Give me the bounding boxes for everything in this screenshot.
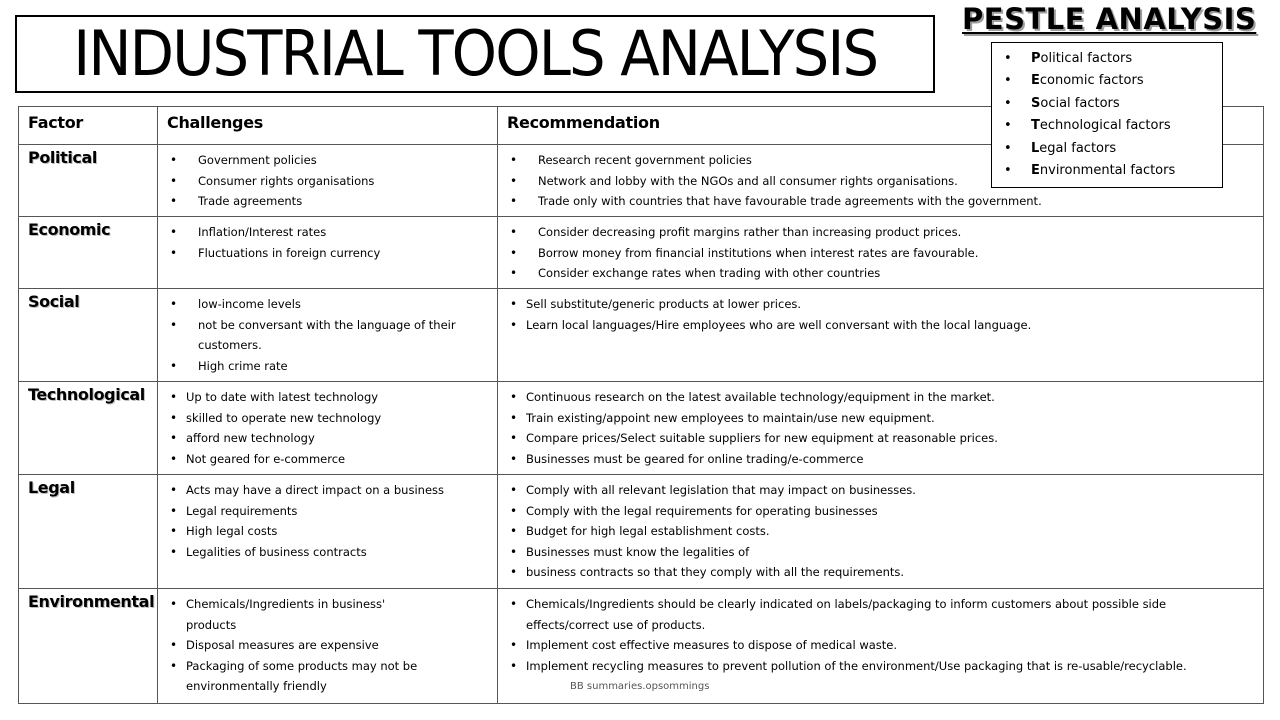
challenges-cell <box>158 475 498 589</box>
list-item: • Acts may have a direct impact on a business <box>168 480 493 501</box>
list-item: • Fluctuations in foreign currency <box>168 243 493 264</box>
list-item: • Trade only with countries that have favourable trade agreements with the government. <box>508 191 1259 212</box>
list-item <box>1002 93 1222 115</box>
pestle-legend-box <box>991 42 1223 188</box>
list-item: products <box>186 617 237 632</box>
factor-cell <box>19 475 158 589</box>
list-item: • Budget for high legal establishment costs. <box>508 521 1259 542</box>
list-item: • Inflation/Interest rates <box>168 222 493 243</box>
list-item: effects/correct use of products. <box>526 617 706 632</box>
list-item: • Comply with the legal requirements for operating businesses <box>508 501 1259 522</box>
list-item: • Legal requirements <box>168 501 493 522</box>
factor-rest: conomic factors <box>1039 73 1144 89</box>
recommendation-cell <box>498 289 1264 382</box>
table-row-social <box>19 289 1264 382</box>
factor-cell <box>19 217 158 289</box>
recommendation-cell <box>498 217 1264 289</box>
list-item: • Network and lobby with the NGOs and all consumer rights organisations. <box>508 171 1259 192</box>
factor-cell <box>19 589 158 704</box>
factor-name: Environmental <box>28 592 155 611</box>
header-factor: Factor <box>19 107 158 145</box>
list-item: • Up to date with latest technology <box>168 387 493 408</box>
list-item: • Comply with all relevant legislation that may impact on businesses. <box>508 480 1259 501</box>
factor-rest: ocial factors <box>1040 95 1120 111</box>
factor-rest: echnological factors <box>1039 118 1171 134</box>
pestle-legend-list <box>1002 48 1222 182</box>
challenges-cell <box>158 217 498 289</box>
factor-initial: S <box>1031 95 1041 111</box>
factor-name: Political <box>28 148 97 167</box>
challenges-list <box>158 382 497 469</box>
list-item <box>1002 115 1222 137</box>
list-item: • Continuous research on the latest available technology/equipment in the market. <box>508 387 1259 408</box>
list-item: • Chemicals/Ingredients should be clearly indicated on labels/packaging to inform customers about possible side <box>508 594 1259 615</box>
list-item: • Borrow money from financial institutions when interest rates are favourable. <box>508 243 1259 264</box>
recommendation-list <box>498 382 1263 469</box>
list-item: • Implement cost effective measures to dispose of medical waste. <box>508 635 1259 656</box>
recommendation-cell <box>498 382 1264 475</box>
challenges-list <box>158 217 497 263</box>
list-item <box>1002 138 1222 160</box>
list-item: • Trade agreements <box>168 191 493 212</box>
list-item: • Packaging of some products may not be <box>168 656 493 677</box>
recommendation-cell <box>498 475 1264 589</box>
document-title-box <box>15 15 935 93</box>
list-item: • High crime rate <box>168 356 493 377</box>
factor-cell <box>19 382 158 475</box>
table-row-technological <box>19 382 1264 475</box>
recommendation-list <box>498 589 1263 676</box>
factor-initial: L <box>1031 140 1040 156</box>
list-item <box>1002 48 1222 70</box>
header-recommendation: Recommendation <box>498 107 1264 145</box>
challenges-list <box>158 475 497 562</box>
factor-name: Legal <box>28 478 75 497</box>
factor-initial: P <box>1031 51 1041 66</box>
list-item: • skilled to operate new technology <box>168 408 493 429</box>
list-item: • afford new technology <box>168 428 493 449</box>
list-item: • Sell substitute/generic products at lower prices. <box>508 294 1259 315</box>
factor-name: Social <box>28 292 80 311</box>
challenges-cell <box>158 382 498 475</box>
pestle-heading: PESTLE ANALYSIS <box>962 2 1257 36</box>
list-item: • Disposal measures are expensive <box>168 635 493 656</box>
document-title: INDUSTRIAL TOOLS ANALYSIS <box>73 17 877 90</box>
challenges-list <box>158 289 497 376</box>
credit-text: BB summaries.opsommings <box>570 681 710 692</box>
list-item: • Research recent government policies <box>508 150 1259 171</box>
list-item <box>1002 160 1222 182</box>
challenges-list <box>158 145 497 212</box>
challenges-cell <box>158 145 498 217</box>
challenges-cell <box>158 289 498 382</box>
list-item: • Train existing/appoint new employees to maintain/use new equipment. <box>508 408 1259 429</box>
factor-name: Economic <box>28 220 111 239</box>
factor-rest: egal factors <box>1039 140 1117 156</box>
list-item: • Consumer rights organisations <box>168 171 493 192</box>
factor-initial: E <box>1031 163 1040 179</box>
factor-cell <box>19 289 158 382</box>
list-item: • High legal costs <box>168 521 493 542</box>
factor-rest: nvironmental factors <box>1039 163 1176 179</box>
list-item <box>1002 70 1222 92</box>
list-item: • Not geared for e-commerce <box>168 449 493 470</box>
table-row-economic <box>19 217 1264 289</box>
list-item: • business contracts so that they comply with all the requirements. <box>508 562 1259 583</box>
list-item: • Implement recycling measures to prevent pollution of the environment/Use packaging that is re-usable/recyclable. <box>508 656 1259 677</box>
factor-rest: olitical factors <box>1040 51 1133 66</box>
challenges-cell <box>158 589 498 704</box>
list-item: • low-income levels <box>168 294 493 315</box>
list-item: customers. <box>198 338 262 353</box>
list-item: • Government policies <box>168 150 493 171</box>
list-item: • not be conversant with the language of their <box>168 315 493 336</box>
recommendation-list <box>498 475 1263 583</box>
list-item: • Chemicals/Ingredients in business' <box>168 594 493 615</box>
factor-initial: T <box>1031 118 1040 134</box>
factor-initial: E <box>1031 73 1040 89</box>
list-item: • Compare prices/Select suitable suppliers for new equipment at reasonable prices. <box>508 428 1259 449</box>
header-challenges: Challenges <box>158 107 498 145</box>
factor-name: Technological <box>28 385 145 404</box>
recommendation-list <box>498 289 1263 335</box>
challenges-list <box>158 589 497 697</box>
factor-cell <box>19 145 158 217</box>
list-item: • Businesses must be geared for online trading/e-commerce <box>508 449 1259 470</box>
list-item: environmentally friendly <box>186 679 327 694</box>
list-item: • Consider exchange rates when trading with other countries <box>508 263 1259 284</box>
list-item: • Consider decreasing profit margins rather than increasing product prices. <box>508 222 1259 243</box>
table-row-legal <box>19 475 1264 589</box>
recommendation-list <box>498 217 1263 284</box>
list-item: • Learn local languages/Hire employees who are well conversant with the local language. <box>508 315 1259 336</box>
pestle-table <box>18 106 1264 704</box>
list-item: • Legalities of business contracts <box>168 542 493 563</box>
list-item: • Businesses must know the legalities of <box>508 542 1259 563</box>
